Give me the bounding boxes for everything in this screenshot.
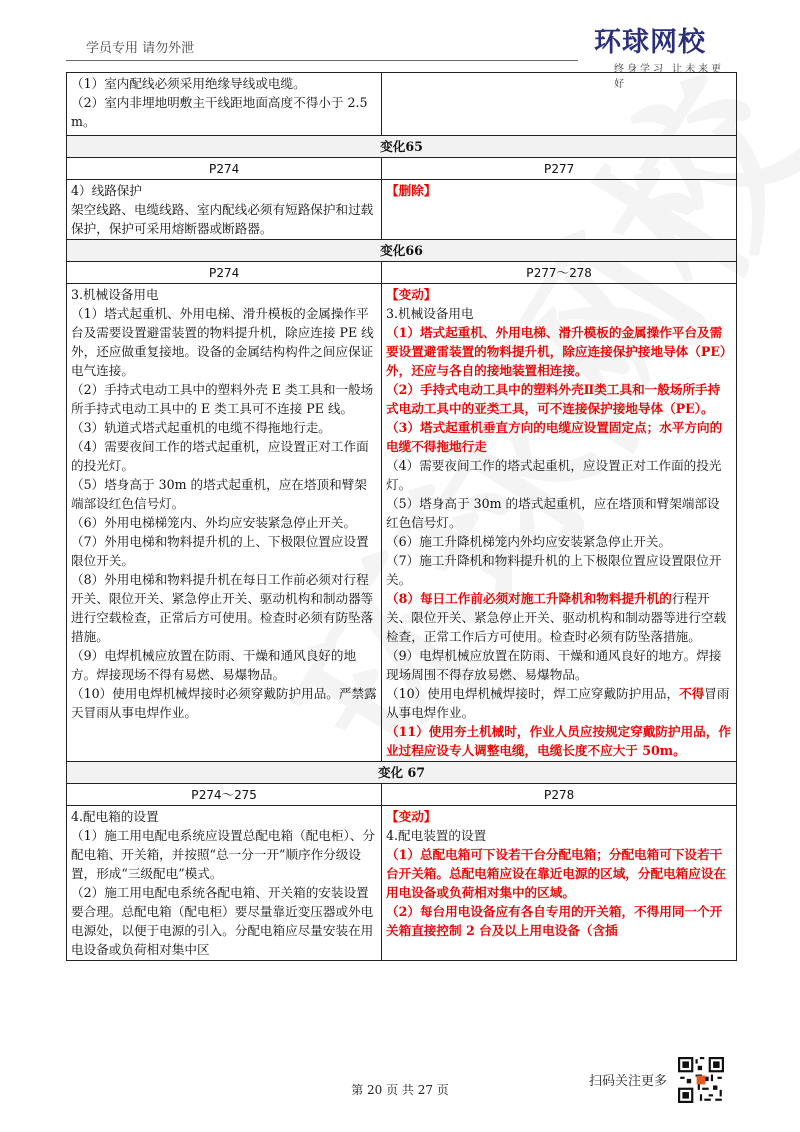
list-item — [386, 589, 732, 646]
header-note: 学员专用 请勿外泄 — [86, 41, 195, 56]
list-item-text: 行程开关、限位开关、紧急停止开关、驱动机构和制动器等进行空载检查，正常工作后方可使用。检查时必须有防坠落措施。 — [386, 591, 727, 644]
list-item-highlight: （8）每日工作前必须对施工升降机和物料提升机的 — [386, 591, 672, 606]
list-item: 4.配电箱的设置 — [71, 809, 159, 824]
list-item: （5）塔身高于 30m 的塔式起重机，应在塔顶和臂架端部设红色信号灯。 — [386, 496, 720, 530]
list-item: 3.机械设备用电 — [386, 306, 474, 321]
new-content — [382, 180, 737, 240]
old-page-ref: P274 — [67, 262, 382, 284]
list-item: （1）塔式起重机、外用电梯、滑升模板的金属操作平台及需要设置避雷装置的物料提升机，除应连接 PE 线外，还应做重复接地。设备的金属结构构件之间应保证电气连接。 — [71, 306, 374, 378]
new-page-ref: P277 — [382, 158, 737, 180]
list-item: （6）施工升降机梯笼内外均应安装紧急停止开关。 — [386, 534, 672, 549]
list-item: （2）室内非埋地明敷主干线距地面高度不得小于 2.5m。 — [71, 95, 368, 129]
table-row — [67, 73, 737, 136]
list-item: （1）室内配线必须采用绝缘导线或电缆。 — [71, 76, 306, 91]
list-item — [386, 684, 732, 722]
qr-code-icon[interactable] — [678, 1057, 724, 1103]
list-item: （2）施工用电配电系统各配电箱、开关箱的安装设置要合理。总配电箱（配电柜）要尽量靠近变压器或外电电源处，以便于电源的引入。分配电箱应尽量安装在用电设备或负荷相对集中区 — [71, 885, 374, 957]
logo-slogan: 终身学习 让未来更好 — [614, 64, 725, 90]
change-tag: 【变动】 — [386, 809, 437, 824]
old-content — [67, 806, 382, 961]
section-title: 变化66 — [67, 240, 737, 262]
list-item: （6）外用电梯梯笼内、外均应安装紧急停止开关。 — [71, 515, 357, 530]
list-item: 3.机械设备用电 — [71, 287, 159, 302]
old-page-ref: P274 — [67, 158, 382, 180]
list-item: 架空线路、电缆线路、室内配线必须有短路保护和过载保护，保护可采用熔断器或断路器。 — [71, 202, 374, 236]
list-item: （4）需要夜间工作的塔式起重机，应设置正对工作面的投光灯。 — [71, 439, 369, 473]
list-item: （2）手持式电动工具中的塑料外壳Ⅱ类工具和一般场所手持式电动工具中的亚类工具，可不连接保护接地导体（PE）。 — [386, 382, 721, 416]
list-item: （10）使用电焊机械焊接时必须穿戴防护用品。严禁露天冒雨从事电焊作业。 — [71, 686, 377, 720]
logo-main-text: 环球网校 — [594, 27, 706, 58]
list-item-text: （10）使用电焊机械焊接时，焊工应穿戴防护用品， — [386, 686, 680, 701]
list-item: （3）轨道式塔式起重机的电缆不得拖地行走。 — [71, 420, 331, 435]
old-content — [67, 284, 382, 762]
list-item: （9）电焊机械应放置在防雨、干燥和通风良好的地方。焊接现场不得有易燃、易爆物品。 — [71, 648, 357, 682]
list-item: （1）施工用电配电系统应设置总配电箱（配电柜）、分配电箱、开关箱，并按照“总一分一开”顺序作分级设置，形成“三级配电”模式。 — [71, 828, 375, 881]
new-page-ref: P278 — [382, 784, 737, 806]
list-item: （3）塔式起重机垂直方向的电缆应设置固定点；水平方向的电缆不得拖地行走 — [386, 420, 723, 454]
list-item: （5）塔身高于 30m 的塔式起重机，应在塔顶和臂架端部设红色信号灯。 — [71, 477, 367, 511]
section-title: 变化65 — [67, 136, 737, 158]
list-item: （2）每台用电设备应有各自专用的开关箱，不得用同一个开关箱直接控制 2 台及以上用电设备（含插 — [386, 904, 723, 938]
list-item: （2）手持式电动工具中的塑料外壳 E 类工具和一般场所手持式电动工具中的 E 类工具可不连接 PE 线。 — [71, 382, 374, 416]
comparison-table — [66, 72, 737, 961]
old-content — [67, 180, 382, 240]
prev-content-left — [67, 73, 382, 136]
list-item-text: 冒雨从事电焊作业。 — [386, 686, 730, 720]
header-divider — [66, 60, 578, 61]
old-page-ref: P274～275 — [67, 784, 382, 806]
new-content — [382, 806, 737, 961]
list-item: （4）需要夜间工作的塔式起重机，应设置正对工作面的投光灯。 — [386, 458, 722, 492]
section-title: 变化 67 — [67, 762, 737, 784]
list-item: （7）外用电梯和物料提升机的上、下极限位置应设置限位开关。 — [71, 534, 369, 568]
list-item-highlight: 不得 — [679, 686, 705, 701]
list-item: （8）外用电梯和物料提升机在每日工作前必须对行程开关、限位开关、紧急停止开关、驱动机构和制动器等进行空载检查，正常后方可使用。检查时必须有防坠落措施。 — [71, 572, 374, 644]
new-page-ref: P277～278 — [382, 262, 737, 284]
list-item: （7）施工升降机和物料提升机的上下极限位置应设置限位开关。 — [386, 553, 722, 587]
change-tag: 【删除】 — [386, 183, 437, 198]
page-number: 第 20 页 共 27 页 — [351, 1083, 449, 1097]
list-item: 4）线路保护 — [71, 183, 142, 198]
prev-content-right — [382, 73, 737, 136]
scan-prompt: 扫码关注更多 — [589, 1074, 668, 1089]
list-item: （9）电焊机械应放置在防雨、干燥和通风良好的地方。焊接现场周围不得存放易燃、易爆物品。 — [386, 648, 722, 682]
list-item: 4.配电装置的设置 — [386, 828, 487, 843]
list-item: （11）使用夯土机械时，作业人员应按规定穿戴防护用品，作业过程应设专人调整电缆，电缆长度不应大于 50m。 — [386, 724, 731, 758]
list-item: （1）总配电箱可下设若干台分配电箱；分配电箱可下设若干台开关箱。总配电箱应设在靠近电源的区域，分配电箱应设在用电设备或负荷相对集中的区域。 — [386, 847, 727, 900]
new-content — [382, 284, 737, 762]
list-item: （1）塔式起重机、外用电梯、滑升模板的金属操作平台及需要设置避雷装置的物料提升机，除应连接保护接地导体（PE）外，还应与各自的接地装置相连接。 — [386, 325, 727, 378]
change-tag: 【变动】 — [386, 287, 437, 302]
